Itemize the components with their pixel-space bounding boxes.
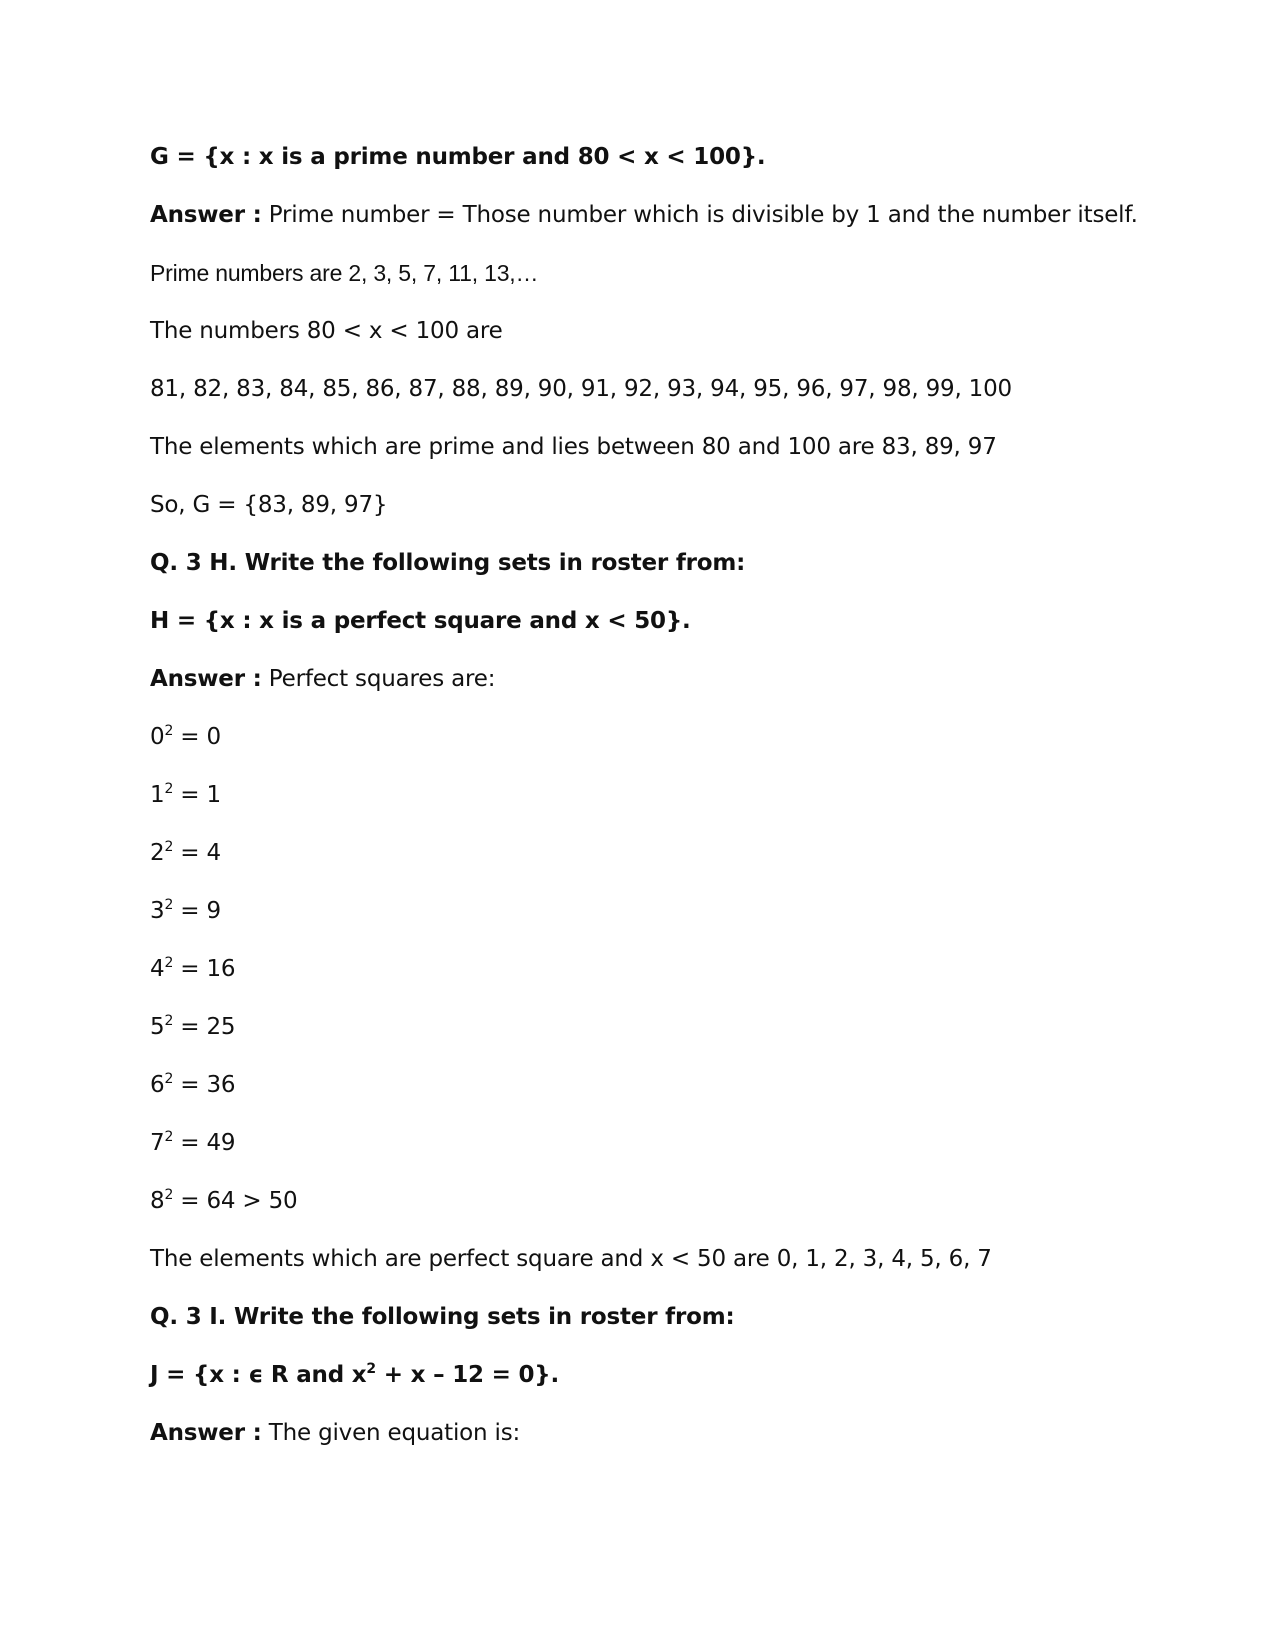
answer-label: Answer : bbox=[150, 1420, 262, 1446]
prime-numbers-line: Prime numbers are 2, 3, 5, 7, 11, 13,… bbox=[150, 260, 539, 286]
document-page bbox=[150, 140, 1150, 1474]
set-j-definition: J = {x : ϵ R and $x^2 + x - 12 = 0$}. bbox=[150, 1361, 560, 1388]
answer-h bbox=[150, 662, 1150, 720]
square-1: $1^2 = 1$ bbox=[150, 781, 221, 808]
answer-text: Prime number = Those number which is divisible by 1 and the number itself. bbox=[261, 202, 1138, 228]
answer-text: The given equation is: bbox=[261, 1420, 521, 1446]
square-4: $4^2 = 16$ bbox=[150, 955, 236, 982]
square-8: $8^2 = 64 > 50$ bbox=[150, 1187, 298, 1214]
answer-i bbox=[150, 1416, 1150, 1474]
prime-elements-line: The elements which are prime and lies between 80 and 100 are 83, 89, 97 bbox=[150, 434, 997, 460]
square-2: $2^2 = 4$ bbox=[150, 839, 221, 866]
range-line: The numbers 80 < x < 100 are bbox=[150, 318, 503, 344]
answer-label: Answer : bbox=[150, 202, 262, 228]
square-0: $0^2 = 0$ bbox=[150, 723, 221, 750]
square-7: $7^2 = 49$ bbox=[150, 1129, 236, 1156]
perfect-square-elements-line: The elements which are perfect square and x < 50 are 0, 1, 2, 3, 4, 5, 6, 7 bbox=[150, 1246, 992, 1272]
answer-g bbox=[150, 198, 1150, 256]
numbers-list-line: 81, 82, 83, 84, 85, 86, 87, 88, 89, 90, 91, 92, 93, 94, 95, 96, 97, 98, 99, 100 bbox=[150, 376, 1012, 402]
square-3: $3^2 = 9$ bbox=[150, 897, 221, 924]
answer-text: Perfect squares are: bbox=[261, 666, 496, 692]
set-g-definition: G = {x : x is a prime number and 80 < x < 100}. bbox=[150, 144, 766, 170]
square-5: $5^2 = 25$ bbox=[150, 1013, 236, 1040]
square-6: $6^2 = 36$ bbox=[150, 1071, 236, 1098]
question-3i-heading: Q. 3 I. Write the following sets in roster from: bbox=[150, 1304, 735, 1330]
answer-label: Answer : bbox=[150, 666, 262, 692]
set-g-result: So, G = {83, 89, 97} bbox=[150, 492, 388, 518]
question-3h-heading: Q. 3 H. Write the following sets in roster from: bbox=[150, 550, 746, 576]
set-h-definition: H = {x : x is a perfect square and x < 50}. bbox=[150, 608, 691, 634]
